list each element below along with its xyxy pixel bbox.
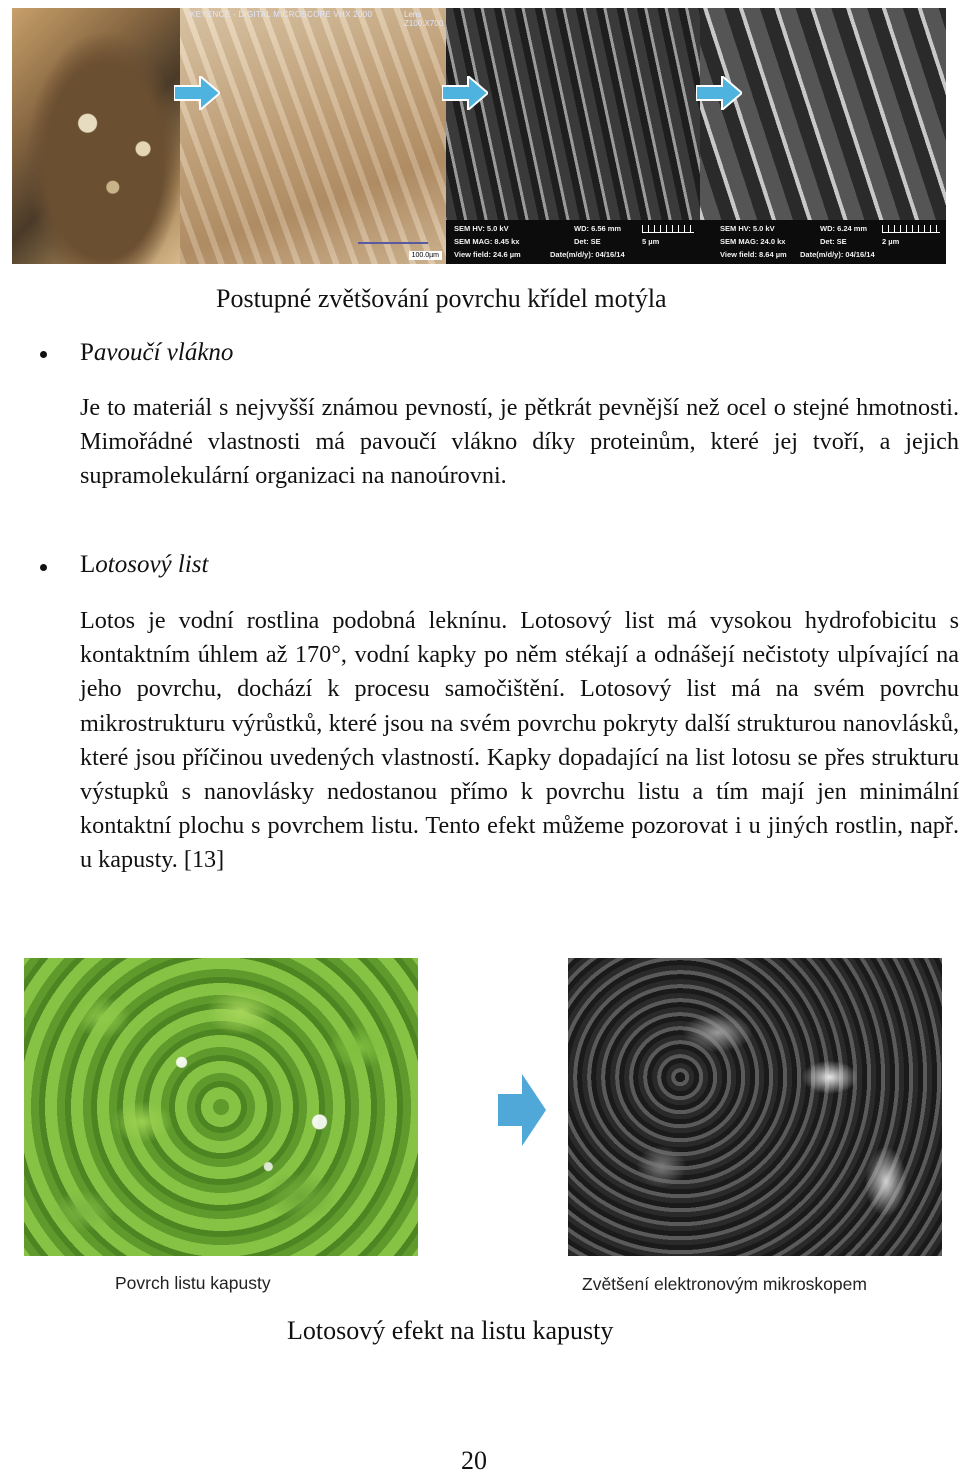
heading-spider-silk: [80, 339, 233, 367]
butterfly-figure: [12, 8, 946, 264]
sem-mag: SEM MAG: 24.0 kx: [720, 237, 786, 246]
sem-wd: WD: 6.56 mm: [574, 224, 622, 233]
sem-det: Det: SE: [820, 237, 847, 246]
figure1-caption: Postupné zvětšování povrchu křídel motýla: [216, 284, 667, 313]
sem-mag: SEM MAG: 8.45 kx: [454, 237, 520, 246]
electron-microscope-image: [568, 958, 942, 1256]
arrow-right-icon: [696, 76, 742, 110]
sem-info-right: [700, 220, 946, 264]
paragraph-text: Je to materiál s nejvyšší známou pevností, je pětkrát pevnější než ocel o stejné hmotnosti. Mimořádné vlastnosti má pavoučí vlákno díky proteinům, které jej tvoří, a jejich supramolekulární organizaci na nanoúrovni.: [80, 394, 959, 490]
sem-date: Date(m/d/y): 04/16/14: [550, 250, 625, 259]
sem-ruler: [642, 225, 694, 233]
sem-image-right: [700, 8, 946, 264]
sem-view: View field: 8.64 µm: [720, 250, 787, 259]
sem-info-left: [446, 220, 700, 264]
heading-initial: L: [80, 551, 96, 578]
sem-view: View field: 24.6 µm: [454, 250, 521, 259]
sem-det: Det: SE: [574, 237, 601, 246]
bullet-icon: [40, 351, 47, 358]
sem-image-left: [446, 8, 700, 264]
arrow-right-icon: [442, 76, 488, 110]
paragraph-text: [80, 604, 959, 878]
sem-ruler: [882, 225, 940, 233]
microscope-image-label: Zvětšení elektronovým mikroskopem: [582, 1274, 867, 1294]
heading-rest: avoučí vlákno: [93, 339, 234, 366]
figure2-caption: Lotosový efekt na listu kapusty: [287, 1316, 614, 1345]
sem-hv: SEM HV: 5.0 kV: [720, 224, 775, 233]
arrow-right-icon: [498, 1074, 546, 1146]
heading-lotus-leaf: [80, 551, 208, 579]
paragraph-spider-silk: [80, 391, 959, 494]
optical-microscope-image: [180, 8, 446, 264]
sem-hv: SEM HV: 5.0 kV: [454, 224, 509, 233]
sem-scale: 2 µm: [882, 237, 900, 246]
sem-date: Date(m/d/y): 04/16/14: [800, 250, 875, 259]
bullet-icon: [40, 564, 47, 571]
paragraph-body: Lotosový list má vysokou hydrofobicitu s kontaktním úhlem až 170°, vodní kapky po něm stékají a odnášejí nečistoty ulpívající na jeho povrchu, dochází k procesu samočištění. Lotosový list má na svém povrchu mikrostrukturu výrůstků, které jsou na svém povrchu pokryty další strukturou nanovlásků, které jsou příčinou uvedených vlastností. Kapky dopadající na list lotosu se přes strukturu výstupků s nanovlásky nedostanou přímo k povrchu listu a tím mají jen minimální kontaktní plochu s povrchem listu. Tento efekt můžeme pozorovat i u jiných rostlin, např. u kapusty. [13]: [80, 607, 959, 874]
page-number: 20: [461, 1446, 487, 1475]
microscope-lens: Lens Z100.X700: [404, 10, 444, 28]
sem-scale: 5 µm: [642, 237, 660, 246]
microscope-scale: 100.0µm: [409, 251, 442, 260]
arrow-right-icon: [174, 76, 220, 110]
butterfly-photo: [12, 8, 180, 264]
cabbage-leaf-photo: [24, 958, 418, 1256]
paragraph-lotus-leaf: [80, 604, 959, 878]
scale-bar: [358, 242, 428, 244]
sem-wd: WD: 6.24 mm: [820, 224, 868, 233]
paragraph-intro: Lotos je vodní rostlina podobná leknínu.: [80, 607, 508, 634]
cabbage-photo-label: Povrch listu kapusty: [115, 1273, 271, 1293]
heading-rest: otosový list: [95, 551, 209, 578]
microscope-title: KEYENCE - DIGITAL MICROSCOPE VHX 2000: [190, 10, 373, 19]
heading-initial: P: [80, 339, 94, 366]
